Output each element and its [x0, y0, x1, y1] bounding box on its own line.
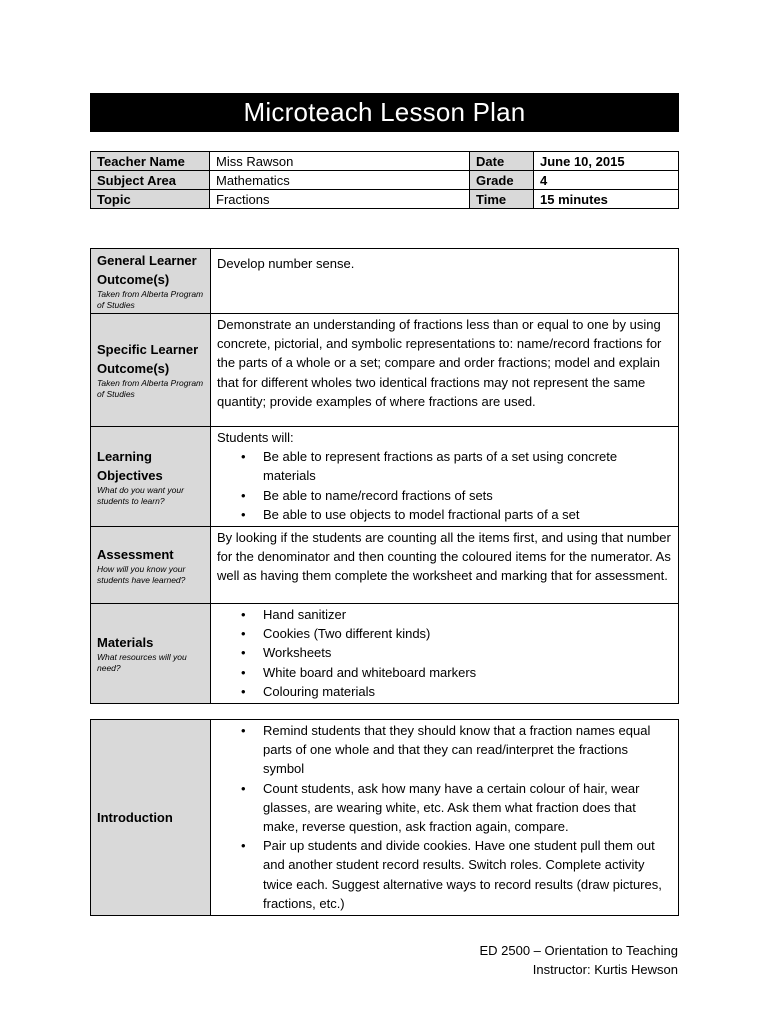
objectives-list	[217, 447, 672, 524]
slo-text: Demonstrate an understanding of fractions less than or equal to one by using concrete, pictorial, and symbolic representations to: name/record fractions for the parts of a whole or a set; compare and order fractions; model and explain that for different wholes two identical fractions may not represent the same quantity; provide examples of where fractions are used.	[211, 314, 679, 427]
introduction-list	[217, 721, 672, 913]
document-title: Microteach Lesson Plan	[90, 93, 679, 132]
teacher-name-value: Miss Rawson	[210, 152, 470, 171]
materials-cell	[211, 604, 679, 704]
materials-label: Materials	[97, 635, 154, 651]
materials-label-cell	[91, 604, 211, 704]
materials-sublabel: What resources will you need?	[97, 652, 187, 674]
course-name: ED 2500 – Orientation to Teaching	[479, 943, 678, 958]
glo-sublabel: Taken from Alberta Program of Studies	[97, 289, 204, 310]
info-row-subject	[91, 171, 679, 190]
subject-area-label: Subject Area	[91, 171, 210, 190]
time-label: Time	[470, 190, 534, 209]
date-label: Date	[470, 152, 534, 171]
assessment-label: Assessment	[97, 546, 174, 562]
assessment-text: By looking if the students are counting all the items first, and using that number for the denominator and then counting the coloured items for the numerator. As well as having them complete the worksheet and marking that for assessment.	[211, 527, 679, 604]
time-value: 15 minutes	[534, 190, 679, 209]
introduction-table	[90, 719, 679, 916]
glo-label: General Learner Outcome(s)	[97, 253, 197, 287]
instructor-name: Instructor: Kurtis Hewson	[532, 962, 678, 977]
page-footer	[479, 941, 678, 979]
assessment-row	[91, 527, 679, 604]
topic-label: Topic	[91, 190, 210, 209]
list-item: • Be able to use objects to model fractional parts of a set	[263, 505, 672, 524]
list-item: • Pair up students and divide cookies. Have one student pull them out and another student record results. Switch roles. Complete activity twice each. Suggest alternative ways to record results (draw pictures, fractions, etc.)	[263, 836, 672, 913]
grade-label: Grade	[470, 171, 534, 190]
introduction-label: Introduction	[91, 720, 211, 916]
list-item: • Hand sanitizer	[263, 605, 672, 624]
list-item: • Worksheets	[263, 643, 672, 662]
glo-label-cell	[91, 249, 211, 314]
info-row-teacher	[91, 152, 679, 171]
materials-list	[217, 605, 672, 701]
objectives-sublabel: What do you want your students to learn?	[97, 484, 184, 506]
slo-row	[91, 314, 679, 427]
slo-sublabel: Taken from Alberta Program of Studies	[97, 378, 204, 399]
objectives-label-cell	[91, 427, 211, 527]
subject-area-value: Mathematics	[210, 171, 470, 190]
grade-value: 4	[534, 171, 679, 190]
list-item: • Be able to represent fractions as parts of a set using concrete materials	[263, 447, 672, 485]
glo-row	[91, 249, 679, 314]
teacher-name-label: Teacher Name	[91, 152, 210, 171]
info-row-topic	[91, 190, 679, 209]
slo-label-cell	[91, 314, 211, 427]
objectives-intro: Students will:	[217, 430, 294, 445]
assessment-sublabel: How will you know your students have learned?	[97, 563, 186, 585]
list-item: • White board and whiteboard markers	[263, 663, 672, 682]
list-item: • Be able to name/record fractions of sets	[263, 486, 672, 505]
topic-value: Fractions	[210, 190, 470, 209]
date-value: June 10, 2015	[534, 152, 679, 171]
objectives-row	[91, 427, 679, 527]
introduction-cell	[211, 720, 679, 916]
list-item: • Remind students that they should know that a fraction names equal parts of one whole and that they can read/interpret the fractions symbol	[263, 721, 672, 779]
lesson-plan-table	[90, 248, 679, 704]
assessment-label-cell	[91, 527, 211, 604]
list-item: • Cookies (Two different kinds)	[263, 624, 672, 643]
objectives-label: Learning Objectives	[97, 448, 163, 483]
materials-row	[91, 604, 679, 704]
list-item: • Count students, ask how many have a certain colour of hair, wear glasses, are wearing white, etc. Ask them what fraction does that make, reverse question, ask fraction again, compare.	[263, 779, 672, 837]
objectives-cell	[211, 427, 679, 527]
list-item: • Colouring materials	[263, 682, 672, 701]
glo-text: Develop number sense.	[211, 249, 679, 314]
introduction-row	[91, 720, 679, 916]
lesson-info-table	[90, 151, 679, 209]
slo-label: Specific Learner Outcome(s)	[97, 342, 199, 376]
